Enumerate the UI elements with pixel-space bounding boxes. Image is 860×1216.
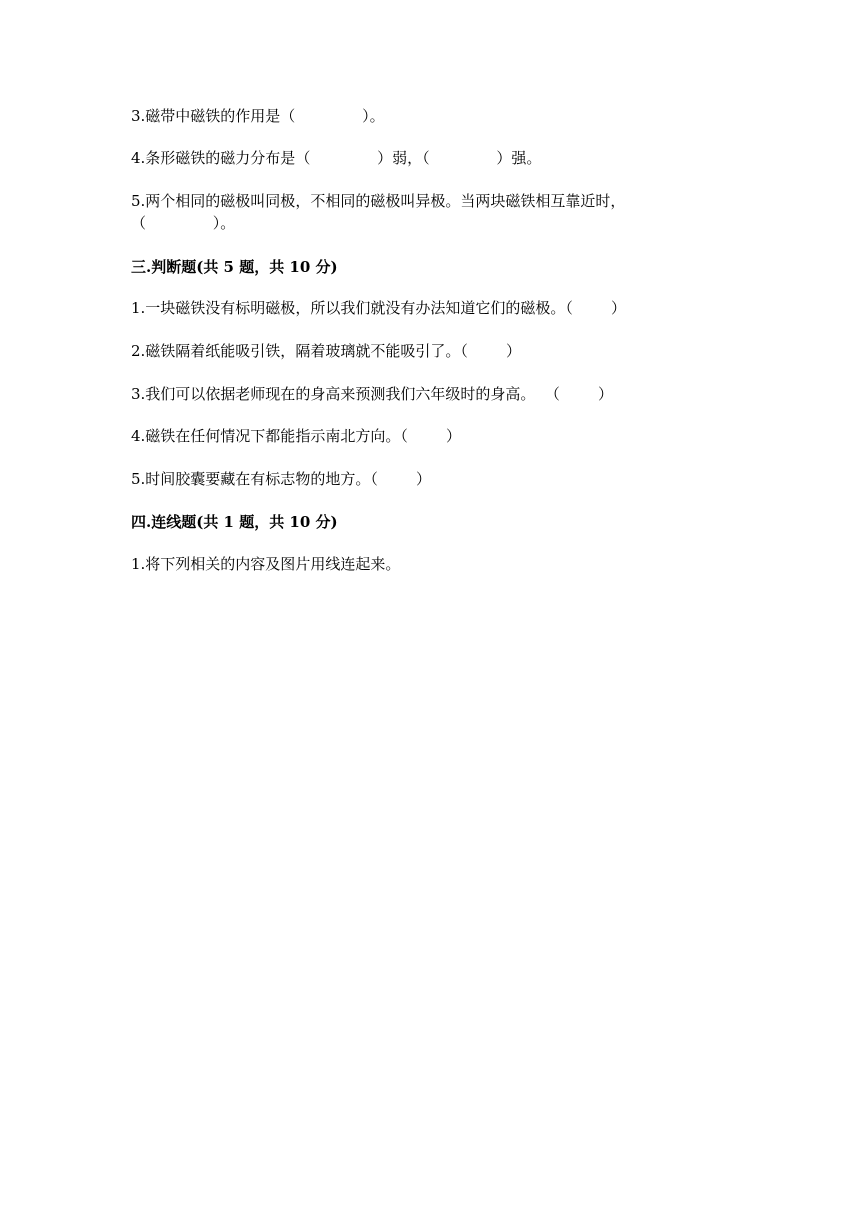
- section-title-match: 四.连线题(共 1 题，共 10 分): [131, 513, 338, 531]
- question-judge-3: 3.我们可以依据老师现在的身高来预测我们六年级时的身高。 （ ）: [131, 385, 613, 403]
- section-title-judge: 三.判断题(共 5 题，共 10 分): [131, 258, 338, 276]
- question-judge-1: 1.一块磁铁没有标明磁极，所以我们就没有办法知道它们的磁极。（ ）: [131, 299, 626, 317]
- question-fill-4: 4.条形磁铁的磁力分布是（ ）弱，（ ）强。: [131, 149, 542, 167]
- question-fill-5-continued: （ ）。: [131, 214, 236, 232]
- question-judge-5: 5.时间胶囊要藏在有标志物的地方。（ ）: [131, 470, 431, 488]
- question-fill-3: 3.磁带中磁铁的作用是（ ）。: [131, 107, 385, 125]
- question-judge-4: 4.磁铁在任何情况下都能指示南北方向。（ ）: [131, 427, 461, 445]
- question-judge-2: 2.磁铁隔着纸能吸引铁，隔着玻璃就不能吸引了。（ ）: [131, 342, 521, 360]
- question-fill-5: 5.两个相同的磁极叫同极，不相同的磁极叫异极。当两块磁铁相互靠近时，: [131, 192, 626, 210]
- question-match-1: 1.将下列相关的内容及图片用线连起来。: [131, 555, 401, 573]
